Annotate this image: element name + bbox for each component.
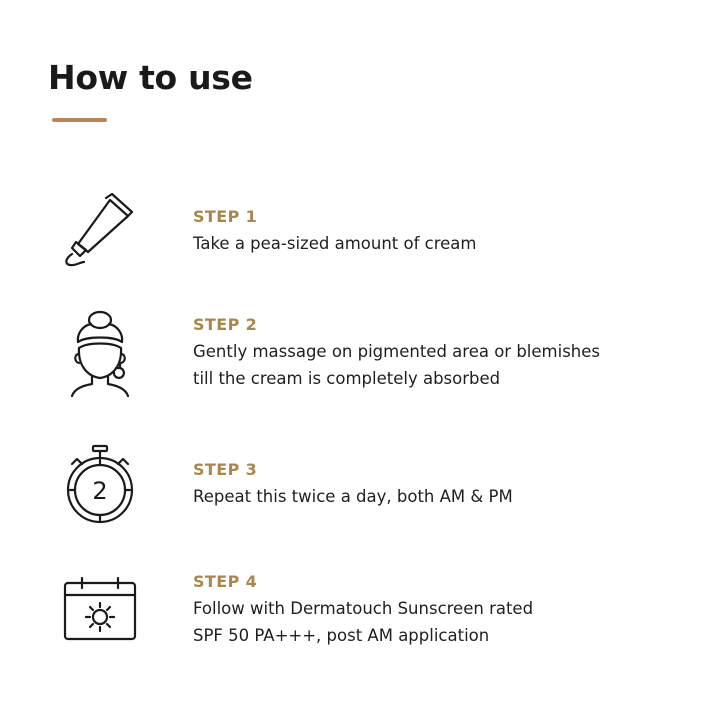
step-2-text xyxy=(193,338,693,392)
step-4-line-2: SPF 50 PA+++, post AM application xyxy=(193,626,490,645)
page-title: How to use xyxy=(48,58,253,97)
step-2-line-2: till the cream is completely absorbed xyxy=(193,369,501,388)
step-1-label: STEP 1 xyxy=(193,207,258,226)
step-1-line-1: Take a pea-sized amount of cream xyxy=(193,234,477,253)
cream-tube-icon xyxy=(52,192,142,272)
step-3-text xyxy=(193,483,693,510)
stopwatch-number: 2 xyxy=(92,477,108,505)
step-4-text xyxy=(193,595,693,649)
step-2-label: STEP 2 xyxy=(193,315,258,334)
stopwatch-icon xyxy=(64,444,136,524)
calendar-sun-icon xyxy=(62,576,138,642)
step-2-line-1: Gently massage on pigmented area or blemishes xyxy=(193,342,600,361)
title-underline xyxy=(52,118,107,122)
face-massage-icon xyxy=(60,306,140,398)
step-3-label: STEP 3 xyxy=(193,460,258,479)
step-1-text xyxy=(193,230,693,257)
step-4-line-1: Follow with Dermatouch Sunscreen rated xyxy=(193,599,534,618)
step-3-line-1: Repeat this twice a day, both AM & PM xyxy=(193,487,513,506)
step-4-label: STEP 4 xyxy=(193,572,258,591)
